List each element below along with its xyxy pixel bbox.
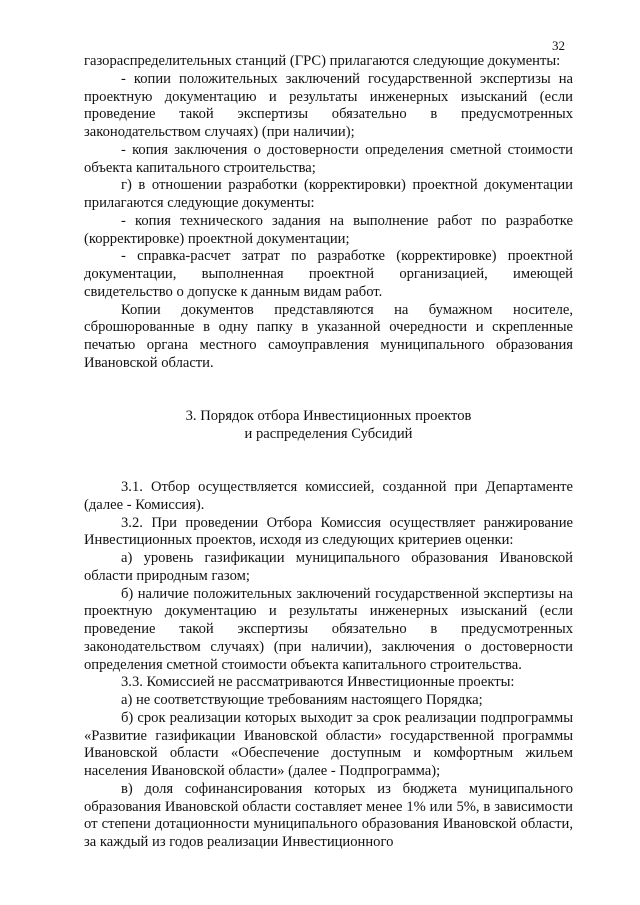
paragraph: 3.1. Отбор осуществляется комиссией, созданной при Департаменте (далее - Комиссия). [84,479,573,513]
section-heading [84,408,573,444]
paragraph: - копия заключения о достоверности определения сметной стоимости объекта капитального строительства; [84,141,573,176]
section-heading-line1: 3. Порядок отбора Инвестиционных проектов [185,408,472,424]
paragraph: а) не соответствующие требованиям настоящего Порядка; [121,692,483,708]
paragraph: в) доля софинансирования которых из бюджета муниципального образования Ивановской области составляет менее 1% или 5%, в зависимости от степени дотационности муниципального образования Ивановской области, за каждый из годов реализации Инвестиционного [84,780,573,850]
paragraph: б) наличие положительных заключений государственной экспертизы на проектную документацию и результаты инженерных изысканий (если проведение такой экспертизы обязательно в предусмотренных законодательством случаях) (при наличии), заключения о достоверности определения сметной стоимости объекта капитального строительства. [84,585,573,673]
paragraph: - справка-расчет затрат по разработке (корректировке) проектной документации, выполненная проектной организацией, имеющей свидетельство о допуске к данным видам работ. [84,248,573,300]
spacer [84,444,573,462]
paragraph: 3.3. Комиссией не рассматриваются Инвестиционные проекты: [121,674,515,691]
spacer [84,373,573,391]
section-heading-line2: и распределения Субсидий [244,425,413,442]
paragraph: б) срок реализации которых выходит за срок реализации подпрограммы «Развитие газификации Ивановской области» государственной программы Ивановской области «Обеспечение доступным и комфортным жильем населения Ивановской области» (далее - Подпрограмма); [84,709,573,779]
page-number: 32 [552,38,565,53]
paragraph: - копии положительных заключений государственной экспертизы на проектную документацию и результаты инженерных изысканий (если проведение такой экспертизы обязательно в предусмотренных законодательством случаях) (при наличии); [84,70,573,140]
spacer [84,461,573,479]
paragraph: газораспределительных станций (ГРС) прилагаются следующие документы: [84,53,561,69]
paragraph: г) в отношении разработки (корректировки) проектной документации прилагаются следующие документы: [84,177,573,211]
paragraph: - копия технического задания на выполнение работ по разработке (корректировке) проектной документации; [84,212,573,247]
spacer [84,390,573,408]
paragraph: 3.2. При проведении Отбора Комиссия осуществляет ранжирование Инвестиционных проектов, исходя из следующих критериев оценки: [84,514,573,549]
document-body [84,53,573,852]
paragraph: а) уровень газификации муниципального образования Ивановской области природным газом; [84,550,573,584]
paragraph: Копии документов представляются на бумажном носителе, сброшюрованные в одну папку в указанной очередности и скрепленные печатью органа местного самоуправления муниципального образования Ивановской области. [84,301,573,371]
